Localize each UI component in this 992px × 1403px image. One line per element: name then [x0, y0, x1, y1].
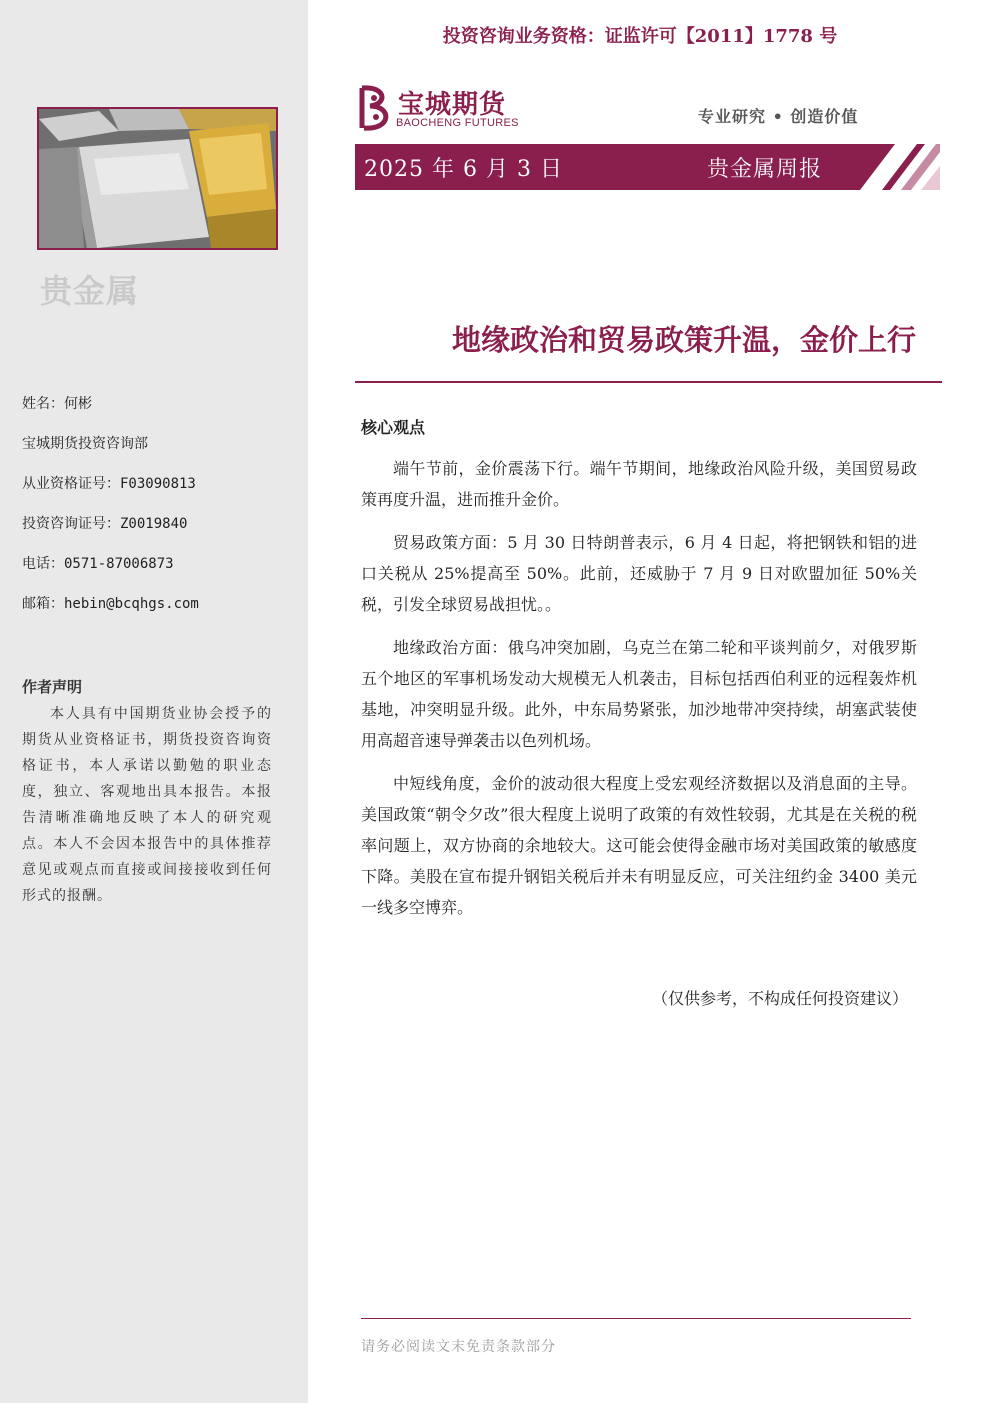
report-date: 2025 年 6 月 3 日	[364, 157, 563, 182]
footer-divider	[361, 1318, 911, 1319]
sidebar	[0, 0, 308, 1403]
investment-disclaimer-note: （仅供参考，不构成任何投资建议）	[651, 989, 908, 1008]
analyst-email[interactable]: 邮箱：hebin@bcqhgs.com	[22, 596, 199, 612]
report-body	[361, 453, 917, 935]
page-title: 地缘政治和贸易政策升温，金价上行	[451, 323, 916, 357]
analyst-phone: 电话：0571-87006873	[22, 556, 174, 572]
license-text: 投资咨询业务资格：证监许可【2011】1778 号	[442, 26, 838, 47]
date-banner	[355, 144, 940, 190]
paragraph: 贸易政策方面：5 月 30 日特朗普表示，6 月 4 日起，将把钢铁和铝的进口关税从 25%提高至 50%。此前，还威胁于 7 月 9 日对欧盟加征 50%关税，引发全球贸易战担忧。。	[361, 533, 917, 614]
report-type: 贵金属周报	[707, 157, 823, 182]
logo-name-cn: 宝城期货	[398, 90, 507, 120]
logo-name-en: BAOCHENG FUTURES	[396, 117, 519, 129]
analyst-qualification-number: 从业资格证号：F03090813	[22, 476, 196, 492]
analyst-consulting-number: 投资咨询证号：Z0019840	[22, 516, 188, 532]
analyst-info	[22, 394, 292, 634]
paragraph: 地缘政治方面：俄乌冲突加剧，乌克兰在第二轮和平谈判前夕，对俄罗斯五个地区的军事机场发动大规模无人机袭击，目标包括西伯利亚的远程轰炸机基地，冲突明显升级。此外，中东局势紧张，加沙地带冲突持续，胡塞武装使用高超音速导弹袭击以色列机场。	[361, 638, 917, 750]
slogan: 专业研究 • 创造价值	[698, 107, 859, 126]
category-label: 贵金属	[40, 272, 140, 310]
gold-silver-bars-image	[37, 107, 278, 250]
author-statement-title: 作者声明	[22, 678, 83, 696]
section-title: 核心观点	[361, 418, 426, 437]
paragraph: 端午节前，金价震荡下行。端午节期间，地缘政治风险升级，美国贸易政策再度升温，进而推升金价。	[361, 459, 917, 509]
author-statement-body: 本人具有中国期货业协会授予的期货从业资格证书，期货投资咨询资格证书，本人承诺以勤勉的职业态度，独立、客观地出具本报告。本报告清晰准确地反映了本人的研究观点。本人不会因本报告中的具体推荐意见或观点而直接或间接接收到任何形式的报酬。	[22, 706, 272, 904]
footer-notice: 请务必阅读文末免责条款部分	[361, 1339, 556, 1355]
company-logo	[356, 84, 526, 132]
analyst-department: 宝城期货投资咨询部	[22, 436, 148, 452]
title-divider	[355, 381, 942, 383]
analyst-name: 姓名：何彬	[22, 396, 92, 412]
paragraph: 中短线角度，金价的波动很大程度上受宏观经济数据以及消息面的主导。美国政策“朝令夕改”很大程度上说明了政策的有效性较弱，尤其是在关税的税率问题上，双方协商的余地较大。这可能会使得金融市场对美国政策的敏感度下降。美股在宣布提升钢铝关税后并未有明显反应，可关注纽约金 3400 美元一线多空博弈。	[361, 774, 917, 917]
baocheng-b-logo-icon	[356, 84, 394, 132]
